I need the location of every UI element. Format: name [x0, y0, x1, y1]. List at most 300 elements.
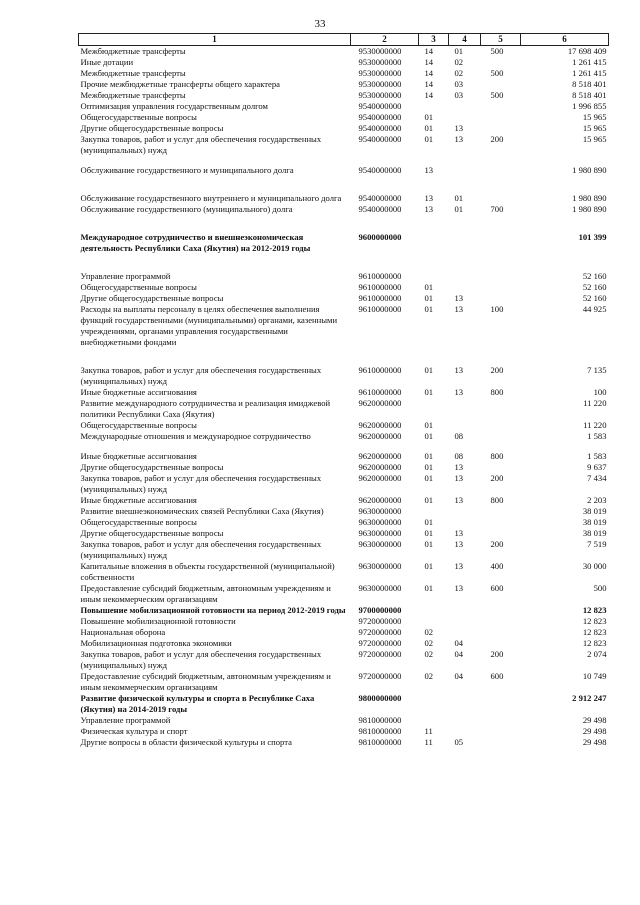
row-expense-type: [481, 193, 521, 204]
row-amount: 1 261 415: [572, 68, 607, 78]
row-expense-type: [481, 528, 521, 539]
row-subsection: [449, 693, 481, 715]
table-row: [79, 715, 609, 726]
row-subsection: [449, 165, 481, 176]
row-amount: 52 160: [582, 293, 607, 303]
row-subsection: [449, 616, 481, 627]
row-amount: 15 965: [582, 112, 607, 122]
row-target-code: 9530000000: [358, 57, 402, 67]
table-row: [79, 671, 609, 693]
row-target-code: 9810000000: [358, 715, 402, 725]
row-subsection: [449, 101, 481, 112]
row-amount: 38 019: [582, 506, 607, 516]
table-row: [79, 365, 609, 387]
row-name: Расходы на выплаты персоналу в целях обеспечения выполнения функций государственными (муниципальными) органами, казенными учреждениями, органами управления государственными внебюджетными фондами: [80, 304, 338, 347]
row-section: [419, 715, 449, 726]
row-section: 01: [424, 293, 434, 303]
row-expense-type: 600: [490, 671, 504, 681]
row-section: 02: [424, 649, 434, 659]
table-row: [79, 204, 609, 215]
table-row: [79, 649, 609, 671]
row-name: Обслуживание государственного и муниципального долга: [80, 165, 294, 175]
row-target-code: 9800000000: [358, 693, 402, 703]
header-col-3: 3: [419, 34, 449, 46]
table-row: [79, 134, 609, 156]
row-expense-type: 200: [490, 134, 504, 144]
row-name: Закупка товаров, работ и услуг для обеспечения государственных (муниципальных) нужд: [80, 473, 322, 494]
row-amount: 2 074: [587, 649, 607, 659]
row-expense-type: [481, 616, 521, 627]
row-expense-type: [481, 506, 521, 517]
row-target-code: 9600000000: [358, 232, 402, 242]
row-section: 11: [424, 737, 433, 747]
row-expense-type: [481, 638, 521, 649]
table-row: [79, 495, 609, 506]
row-section: [419, 605, 449, 616]
row-section: 14: [424, 46, 434, 56]
row-name: Национальная оборона: [80, 627, 166, 637]
row-amount: 30 000: [582, 561, 607, 571]
row-name: Другие общегосударственные вопросы: [80, 293, 224, 303]
table-row: [79, 528, 609, 539]
row-expense-type: [481, 293, 521, 304]
row-amount: 500: [593, 583, 607, 593]
row-subsection: 03: [454, 79, 464, 89]
row-amount: 101 399: [578, 232, 607, 242]
row-amount: 7 434: [587, 473, 607, 483]
row-name: Закупка товаров, работ и услуг для обеспечения государственных (муниципальных) нужд: [80, 649, 322, 670]
row-target-code: 9540000000: [358, 193, 402, 203]
row-name: Повышение мобилизационной готовности на период 2012-2019 годы: [80, 605, 346, 615]
row-subsection: 08: [454, 451, 464, 461]
row-subsection: 02: [454, 68, 464, 78]
row-name: Другие общегосударственные вопросы: [80, 462, 224, 472]
budget-table: [78, 33, 609, 748]
row-name: Управление программой: [80, 271, 171, 281]
row-name: Обслуживание государственного внутреннего и муниципального долга: [80, 193, 342, 203]
table-row: [79, 46, 609, 58]
row-expense-type: [481, 431, 521, 442]
row-section: 01: [424, 495, 434, 505]
row-subsection: [449, 715, 481, 726]
row-target-code: 9620000000: [358, 462, 402, 472]
row-section: 01: [424, 451, 434, 461]
row-name: Другие общегосударственные вопросы: [80, 528, 224, 538]
row-section: 02: [424, 627, 434, 637]
row-target-code: 9620000000: [358, 473, 402, 483]
row-expense-type: 500: [490, 46, 504, 56]
row-amount: 38 019: [582, 517, 607, 527]
table-row: [79, 79, 609, 90]
row-subsection: [449, 420, 481, 431]
table-row: [79, 431, 609, 442]
row-section: [419, 232, 449, 254]
table-row: [79, 282, 609, 293]
row-amount: 29 498: [582, 726, 607, 736]
row-target-code: 9720000000: [358, 671, 402, 681]
row-expense-type: [481, 271, 521, 282]
table-spacer-row: [79, 348, 609, 365]
row-amount: 2 203: [587, 495, 607, 505]
row-subsection: 13: [454, 539, 464, 549]
row-expense-type: 200: [490, 473, 504, 483]
header-col-6: 6: [521, 34, 609, 46]
row-section: 01: [424, 123, 434, 133]
row-expense-type: [481, 715, 521, 726]
row-section: 14: [424, 79, 434, 89]
table-spacer-row: [79, 442, 609, 451]
row-target-code: 9630000000: [358, 539, 402, 549]
row-target-code: 9530000000: [358, 46, 402, 56]
table-row: [79, 112, 609, 123]
row-subsection: 13: [454, 293, 464, 303]
spacer-cell: [79, 176, 609, 193]
spacer-cell: [79, 215, 609, 232]
row-name: Другие вопросы в области физической культуры и спорта: [80, 737, 292, 747]
row-target-code: 9630000000: [358, 528, 402, 538]
row-name: Общегосударственные вопросы: [80, 517, 197, 527]
row-section: 01: [424, 282, 434, 292]
row-section: 01: [424, 365, 434, 375]
table-row: [79, 462, 609, 473]
row-name: Международные отношения и международное сотрудничество: [80, 431, 311, 441]
table-row: [79, 616, 609, 627]
header-col-2: 2: [351, 34, 419, 46]
row-amount: 10 749: [582, 671, 607, 681]
row-name: Общегосударственные вопросы: [80, 282, 197, 292]
row-target-code: 9530000000: [358, 90, 402, 100]
table-row: [79, 627, 609, 638]
row-amount: 1 996 855: [572, 101, 607, 111]
row-target-code: 9540000000: [358, 112, 402, 122]
row-expense-type: [481, 726, 521, 737]
table-row: [79, 561, 609, 583]
row-amount: 2 912 247: [572, 693, 607, 703]
row-target-code: 9630000000: [358, 561, 402, 571]
row-section: 14: [424, 68, 434, 78]
row-subsection: 13: [454, 387, 464, 397]
table-row: [79, 473, 609, 495]
row-section: 13: [424, 204, 434, 214]
row-section: 14: [424, 57, 434, 67]
row-expense-type: [481, 462, 521, 473]
row-section: 01: [424, 420, 434, 430]
header-col-5: 5: [481, 34, 521, 46]
table-row: [79, 271, 609, 282]
row-name: Развитие международного сотрудничества и реализация имиджевой политики Республики Саха (Якутия): [80, 398, 331, 419]
row-target-code: 9620000000: [358, 495, 402, 505]
table-row: [79, 387, 609, 398]
row-target-code: 9540000000: [358, 134, 402, 144]
row-section: 14: [424, 90, 434, 100]
table-row: [79, 193, 609, 204]
row-expense-type: [481, 112, 521, 123]
table-row: [79, 693, 609, 715]
row-amount: 12 823: [582, 627, 607, 637]
budget-table-container: [78, 33, 608, 748]
table-row: [79, 517, 609, 528]
row-subsection: 04: [454, 671, 464, 681]
table-row: [79, 726, 609, 737]
row-section: 01: [424, 112, 434, 122]
table-row: [79, 420, 609, 431]
row-target-code: 9620000000: [358, 398, 402, 408]
row-target-code: 9630000000: [358, 583, 402, 593]
row-amount: 38 019: [582, 528, 607, 538]
row-subsection: [449, 726, 481, 737]
row-subsection: 13: [454, 528, 464, 538]
row-name: Повышение мобилизационной готовности: [80, 616, 236, 626]
spacer-cell: [79, 442, 609, 451]
row-amount: 7 519: [587, 539, 607, 549]
spacer-cell: [79, 348, 609, 365]
row-name: Другие общегосударственные вопросы: [80, 123, 224, 133]
row-amount: 11 220: [583, 398, 607, 408]
row-subsection: 04: [454, 649, 464, 659]
row-target-code: 9530000000: [358, 79, 402, 89]
row-amount: 1 261 415: [572, 57, 607, 67]
row-amount: 1 583: [587, 431, 607, 441]
table-row: [79, 398, 609, 420]
row-subsection: 13: [454, 304, 464, 314]
row-target-code: 9540000000: [358, 165, 402, 175]
row-section: 01: [424, 473, 434, 483]
row-amount: 15 965: [582, 134, 607, 144]
row-section: 13: [424, 193, 434, 203]
row-name: Прочие межбюджетные трансферты общего характера: [80, 79, 280, 89]
row-expense-type: [481, 232, 521, 254]
row-amount: 11 220: [583, 420, 607, 430]
row-section: 01: [424, 431, 434, 441]
row-subsection: [449, 282, 481, 293]
row-amount: 12 823: [582, 638, 607, 648]
row-target-code: 9620000000: [358, 431, 402, 441]
row-subsection: [449, 627, 481, 638]
row-target-code: 9810000000: [358, 726, 402, 736]
row-name: Предоставление субсидий бюджетным, автономным учреждениям и иным некоммерческим организациям: [80, 583, 331, 604]
row-section: [419, 398, 449, 420]
row-amount: 8 518 401: [572, 90, 607, 100]
row-section: [419, 693, 449, 715]
row-subsection: [449, 506, 481, 517]
table-spacer-row: [79, 254, 609, 271]
row-expense-type: [481, 165, 521, 176]
row-expense-type: [481, 101, 521, 112]
table-body: [79, 46, 609, 749]
row-amount: 12 823: [582, 616, 607, 626]
row-amount: 17 698 409: [567, 46, 607, 56]
row-section: [419, 616, 449, 627]
row-target-code: 9630000000: [358, 517, 402, 527]
row-amount: 12 823: [582, 605, 607, 615]
table-row: [79, 123, 609, 134]
row-expense-type: [481, 517, 521, 528]
row-name: Развитие внешнеэкономических связей Республики Саха (Якутия): [80, 506, 324, 516]
row-target-code: 9610000000: [358, 271, 402, 281]
row-name: Управление программой: [80, 715, 171, 725]
row-subsection: 13: [454, 473, 464, 483]
row-amount: 29 498: [582, 715, 607, 725]
table-row: [79, 165, 609, 176]
row-subsection: 04: [454, 638, 464, 648]
row-name: Капитальные вложения в объекты государственной (муниципальной) собственности: [80, 561, 335, 582]
row-expense-type: [481, 605, 521, 616]
row-section: 01: [424, 387, 434, 397]
row-name: Мобилизационная подготовка экономики: [80, 638, 232, 648]
row-expense-type: 400: [490, 561, 504, 571]
row-expense-type: [481, 398, 521, 420]
row-amount: 1 980 890: [572, 204, 607, 214]
row-name: Международное сотрудничество и внешнеэкономическая деятельность Республики Саха (Якутия) на 2012-2019 годы: [80, 232, 311, 253]
row-target-code: 9610000000: [358, 293, 402, 303]
row-amount: 8 518 401: [572, 79, 607, 89]
row-amount: 1 980 890: [572, 193, 607, 203]
row-target-code: 9530000000: [358, 68, 402, 78]
row-amount: 15 965: [582, 123, 607, 133]
table-row: [79, 539, 609, 561]
row-name: Обслуживание государственного (муниципального) долга: [80, 204, 293, 214]
row-name: Иные дотации: [80, 57, 134, 67]
row-target-code: 9610000000: [358, 304, 402, 314]
row-name: Развитие физической культуры и спорта в Республике Саха (Якутия) на 2014-2019 годы: [80, 693, 315, 714]
row-target-code: 9620000000: [358, 451, 402, 461]
row-expense-type: [481, 57, 521, 68]
row-expense-type: 500: [490, 90, 504, 100]
table-spacer-row: [79, 215, 609, 232]
row-amount: 7 135: [587, 365, 607, 375]
row-target-code: 9610000000: [358, 387, 402, 397]
row-name: Межбюджетные трансферты: [80, 68, 186, 78]
row-target-code: 9720000000: [358, 616, 402, 626]
row-name: Предоставление субсидий бюджетным, автономным учреждениям и иным некоммерческим организациям: [80, 671, 331, 692]
table-row: [79, 232, 609, 254]
row-name: Иные бюджетные ассигнования: [80, 495, 197, 505]
row-section: [419, 506, 449, 517]
row-amount: 29 498: [582, 737, 607, 747]
row-section: 11: [424, 726, 433, 736]
row-subsection: 13: [454, 134, 464, 144]
row-target-code: 9810000000: [358, 737, 402, 747]
row-expense-type: 100: [490, 304, 504, 314]
row-name: Закупка товаров, работ и услуг для обеспечения государственных (муниципальных) нужд: [80, 134, 322, 155]
row-section: 02: [424, 638, 434, 648]
row-subsection: 01: [454, 46, 464, 56]
spacer-cell: [79, 254, 609, 271]
row-expense-type: [481, 420, 521, 431]
row-amount: 44 925: [582, 304, 607, 314]
row-subsection: 08: [454, 431, 464, 441]
row-amount: 52 160: [582, 271, 607, 281]
row-target-code: 9630000000: [358, 506, 402, 516]
table-row: [79, 638, 609, 649]
row-target-code: 9540000000: [358, 204, 402, 214]
row-expense-type: 200: [490, 539, 504, 549]
row-target-code: 9540000000: [358, 101, 402, 111]
row-expense-type: 800: [490, 495, 504, 505]
header-col-4: 4: [449, 34, 481, 46]
table-row: [79, 451, 609, 462]
row-subsection: [449, 517, 481, 528]
row-name: Общегосударственные вопросы: [80, 420, 197, 430]
table-row: [79, 605, 609, 616]
table-row: [79, 583, 609, 605]
row-subsection: 02: [454, 57, 464, 67]
row-expense-type: 200: [490, 365, 504, 375]
row-expense-type: [481, 693, 521, 715]
header-col-1: 1: [79, 34, 351, 46]
row-expense-type: [481, 79, 521, 90]
row-target-code: 9720000000: [358, 649, 402, 659]
row-amount: 100: [593, 387, 607, 397]
table-row: [79, 101, 609, 112]
row-subsection: 13: [454, 462, 464, 472]
row-expense-type: [481, 123, 521, 134]
row-section: 01: [424, 462, 434, 472]
row-subsection: 01: [454, 204, 464, 214]
row-subsection: [449, 605, 481, 616]
row-name: Межбюджетные трансферты: [80, 90, 186, 100]
row-amount: 1 980 890: [572, 165, 607, 175]
row-section: 01: [424, 583, 434, 593]
table-row: [79, 304, 609, 348]
row-subsection: [449, 271, 481, 282]
row-expense-type: 500: [490, 68, 504, 78]
table-row: [79, 506, 609, 517]
row-section: [419, 271, 449, 282]
row-expense-type: 200: [490, 649, 504, 659]
row-target-code: 9540000000: [358, 123, 402, 133]
row-subsection: [449, 398, 481, 420]
row-target-code: 9700000000: [358, 605, 402, 615]
row-amount: 52 160: [582, 282, 607, 292]
row-section: 01: [424, 528, 434, 538]
row-target-code: 9620000000: [358, 420, 402, 430]
row-subsection: 13: [454, 123, 464, 133]
row-subsection: 01: [454, 193, 464, 203]
table-spacer-row: [79, 156, 609, 165]
row-name: Общегосударственные вопросы: [80, 112, 197, 122]
row-subsection: 05: [454, 737, 464, 747]
row-expense-type: 800: [490, 451, 504, 461]
row-target-code: 9610000000: [358, 282, 402, 292]
row-name: Оптимизация управления государственным долгом: [80, 101, 268, 111]
row-target-code: 9610000000: [358, 365, 402, 375]
row-section: [419, 101, 449, 112]
row-section: 01: [424, 539, 434, 549]
row-section: 01: [424, 561, 434, 571]
row-section: 01: [424, 134, 434, 144]
row-subsection: 13: [454, 495, 464, 505]
page-number: 33: [314, 18, 326, 30]
row-target-code: 9720000000: [358, 627, 402, 637]
table-spacer-row: [79, 176, 609, 193]
table-row: [79, 57, 609, 68]
row-section: 01: [424, 517, 434, 527]
row-section: 02: [424, 671, 434, 681]
spacer-cell: [79, 156, 609, 165]
row-expense-type: 600: [490, 583, 504, 593]
table-row: [79, 737, 609, 748]
row-section: 01: [424, 304, 434, 314]
table-header-row: [79, 34, 609, 46]
row-subsection: 13: [454, 561, 464, 571]
row-name: Иные бюджетные ассигнования: [80, 387, 197, 397]
row-subsection: 13: [454, 365, 464, 375]
row-subsection: [449, 232, 481, 254]
row-expense-type: [481, 627, 521, 638]
row-subsection: [449, 112, 481, 123]
row-name: Иные бюджетные ассигнования: [80, 451, 197, 461]
